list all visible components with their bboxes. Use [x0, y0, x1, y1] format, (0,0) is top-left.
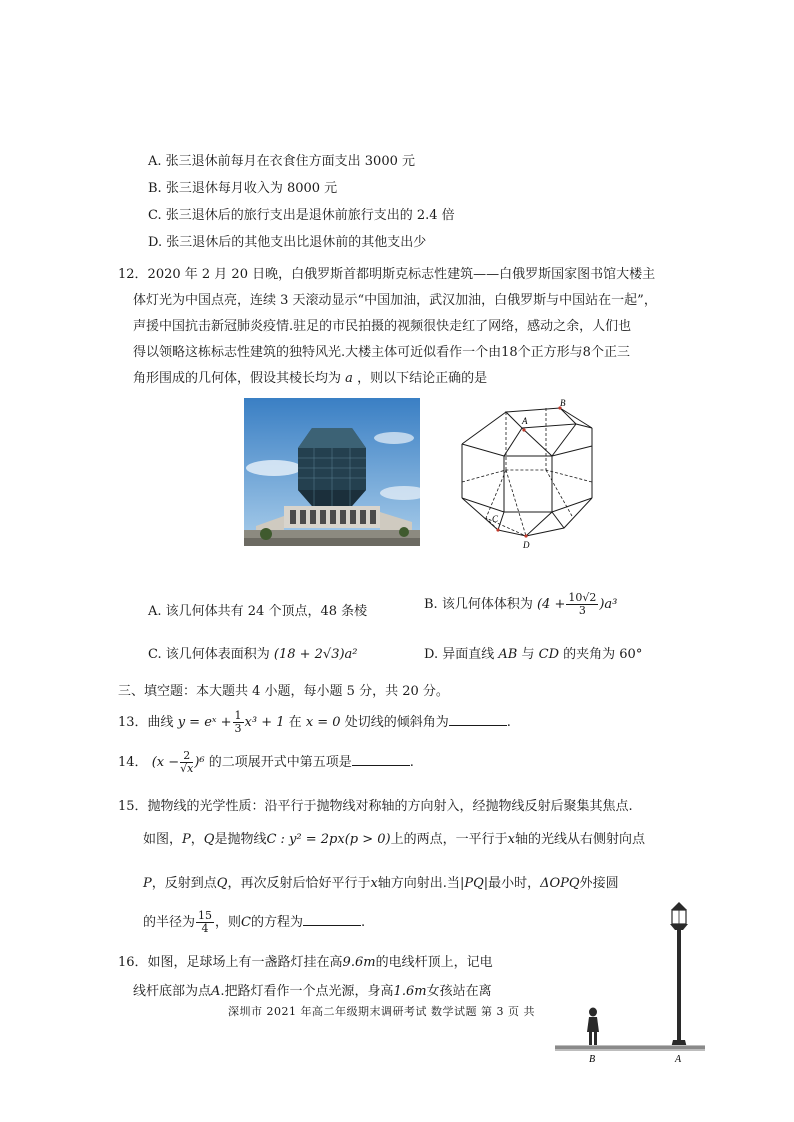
q13-expr-end: x³ + 1 [244, 715, 285, 730]
q15-point-q: Q [216, 876, 228, 891]
q12-option-d-ab: AB [498, 647, 518, 662]
fig-label-d: D [523, 540, 530, 550]
q12-option-b-expr: (4 + [536, 597, 566, 612]
q12-option-d [424, 643, 642, 662]
q15-var-x: x [507, 832, 515, 847]
q15-text: ，再次反射后恰好平行于 [227, 876, 371, 891]
q12-option-c-expr: (18 + 2√3)a² [273, 647, 358, 662]
q11-option-b: B. 张三退休每月收入为 8000 元 [148, 181, 338, 196]
q12-var-a: a [345, 371, 353, 386]
q13-period: . [506, 715, 511, 730]
q16-text: 16．如图，足球场上有一盏路灯挂在高 [118, 955, 343, 970]
q12-option-b-text: B. 该几何体体积为 [424, 597, 533, 612]
q16-girl-height: 1.6m [393, 984, 427, 999]
q12-stem-line2: 体灯光为中国点亮，连续 3 天滚动显示“中国加油，武汉加油，白俄罗斯与中国站在一起”， [133, 293, 657, 308]
q15-triangle: ΔOPQ [540, 876, 580, 891]
library-photo [244, 398, 420, 546]
lamp-post-figure [555, 900, 705, 1070]
q15-text: ，反射到点 [151, 876, 217, 891]
q15-text: 如图， [143, 832, 183, 847]
q15-text: 轴的光线从右侧射向点 [514, 832, 645, 847]
q15-line3 [143, 872, 619, 891]
fig-label-a: A [522, 416, 528, 426]
q15-text: 是抛物线 [214, 832, 267, 847]
fraction-numerator: 1 [234, 709, 242, 722]
fraction-denominator: √x [180, 762, 194, 775]
q15-fraction [196, 910, 214, 935]
q11-option-c: C. 张三退休后的旅行支出是退休前旅行支出的 2.4 倍 [148, 208, 455, 223]
q12-option-c [148, 643, 358, 662]
q15-text: 轴方向射出.当 [377, 876, 460, 891]
q14-expr: (x − [151, 755, 180, 770]
q12-option-a: A. 该几何体共有 24 个顶点，48 条棱 [148, 604, 368, 619]
q16-height: 9.6m [342, 955, 376, 970]
q15-equation: C : y² = 2px(p > 0) [266, 832, 391, 847]
q12-option-d-cd: CD [538, 647, 559, 662]
q14-period: . [409, 755, 414, 770]
q14-expr-end: )⁶ [194, 755, 205, 770]
q13-fraction [233, 710, 244, 735]
q13-expr: y = eˣ + [177, 715, 232, 730]
fraction-numerator: 10√2 [568, 591, 597, 604]
question-13 [118, 710, 511, 735]
q15-line1: 15．抛物线的光学性质：沿平行于抛物线对称轴的方向射入，经抛物线反射后聚集其焦点. [118, 799, 633, 814]
fig-label-a: A [675, 1054, 682, 1065]
q13-text: 在 [288, 715, 302, 730]
q12-option-d-mid: 与 [521, 647, 535, 662]
fig-label-b: B [589, 1054, 596, 1065]
fraction-denominator: 3 [234, 722, 242, 735]
q12-stem-line3: 声援中国抗击新冠肺炎疫情.驻足的市民拍摄的视频很快走红了网络，感动之余，人们也 [133, 319, 632, 334]
q15-text: 上的两点，一平行于 [390, 832, 508, 847]
q12-stem-line1: 12．2020 年 2 月 20 日晚，白俄罗斯首都明斯克标志性建筑——白俄罗斯国家图书馆大楼主 [118, 267, 656, 282]
q12-option-b [424, 592, 617, 617]
q12-stem-line5 [133, 367, 487, 386]
q12-stem-line4: 得以领略这栋标志性建筑的独特风光.大楼主体可近似看作一个由18个正方形与8个正三 [133, 345, 630, 360]
q15-distance-pq: |PQ| [459, 876, 489, 891]
fig-label-c: C [492, 514, 499, 524]
q15-text: 最小时， [488, 876, 541, 891]
q16-line2 [133, 980, 492, 999]
q16-point-a: A [211, 984, 221, 999]
q12-option-b-fraction [566, 592, 598, 617]
fig-label-b: B [560, 398, 566, 408]
q14-text: 的二项展开式中第五项是 [208, 755, 352, 770]
q15-point-q: Q [203, 832, 215, 847]
q15-text: 外接圆 [579, 876, 619, 891]
fraction-denominator: 4 [201, 922, 209, 935]
fraction-numerator: 15 [198, 909, 213, 922]
q13-text-end: 处切线的倾斜角为 [344, 715, 449, 730]
q13-number: 13．曲线 [118, 715, 174, 730]
q11-option-d: D. 张三退休后的其他支出比退休前的其他支出少 [148, 235, 427, 250]
section-heading: 三、填空题：本大题共 4 小题，每小题 5 分，共 20 分。 [118, 684, 449, 699]
q15-text: ， [190, 832, 204, 847]
polyhedron-figure [452, 398, 602, 550]
q12-option-c-text: C. 该几何体表面积为 [148, 647, 270, 662]
q12-stem-text-end: ，则以下结论正确的是 [357, 371, 488, 386]
q16-text: 线杆底部为点 [133, 984, 212, 999]
q15-text: ，则 [215, 915, 242, 930]
q16-text: 的电线杆顶上，记电 [375, 955, 493, 970]
q13-condition: x = 0 [305, 715, 341, 730]
q16-line1 [118, 951, 493, 970]
q15-text: 的半径为 [143, 915, 196, 930]
q15-line4 [143, 910, 365, 935]
q14-fraction [180, 750, 193, 775]
q15-point-p: P [182, 832, 191, 847]
fraction-numerator: 2 [180, 750, 193, 763]
q12-stem-text: 角形围成的几何体，假设其棱长均为 [133, 371, 342, 386]
q11-option-a: A. 张三退休前每月在衣食住方面支出 3000 元 [148, 154, 416, 169]
page-footer: 深圳市 2021 年高二年级期末调研考试 数学试题 第 3 页 共 [228, 1005, 535, 1018]
q15-text: 的方程为 [250, 915, 303, 930]
q15-line2 [143, 828, 645, 847]
answer-blank [449, 713, 507, 726]
q15-period: . [361, 915, 366, 930]
answer-blank [352, 753, 410, 766]
q15-curve-c: C [241, 915, 251, 930]
q12-option-b-expr-end: )a³ [599, 597, 618, 612]
q16-text: .把路灯看作一个点光源，身高 [220, 984, 394, 999]
answer-blank [303, 913, 361, 926]
q15-var-x: x [370, 876, 378, 891]
q15-point-p: P [143, 876, 152, 891]
fraction-denominator: 3 [578, 604, 586, 617]
question-14 [118, 750, 414, 775]
q12-option-d-end: 的夹角为 60° [563, 647, 643, 662]
q12-option-d-text: D. 异面直线 [424, 647, 495, 662]
q16-text: 女孩站在离 [426, 984, 492, 999]
q14-number: 14． [118, 755, 148, 770]
